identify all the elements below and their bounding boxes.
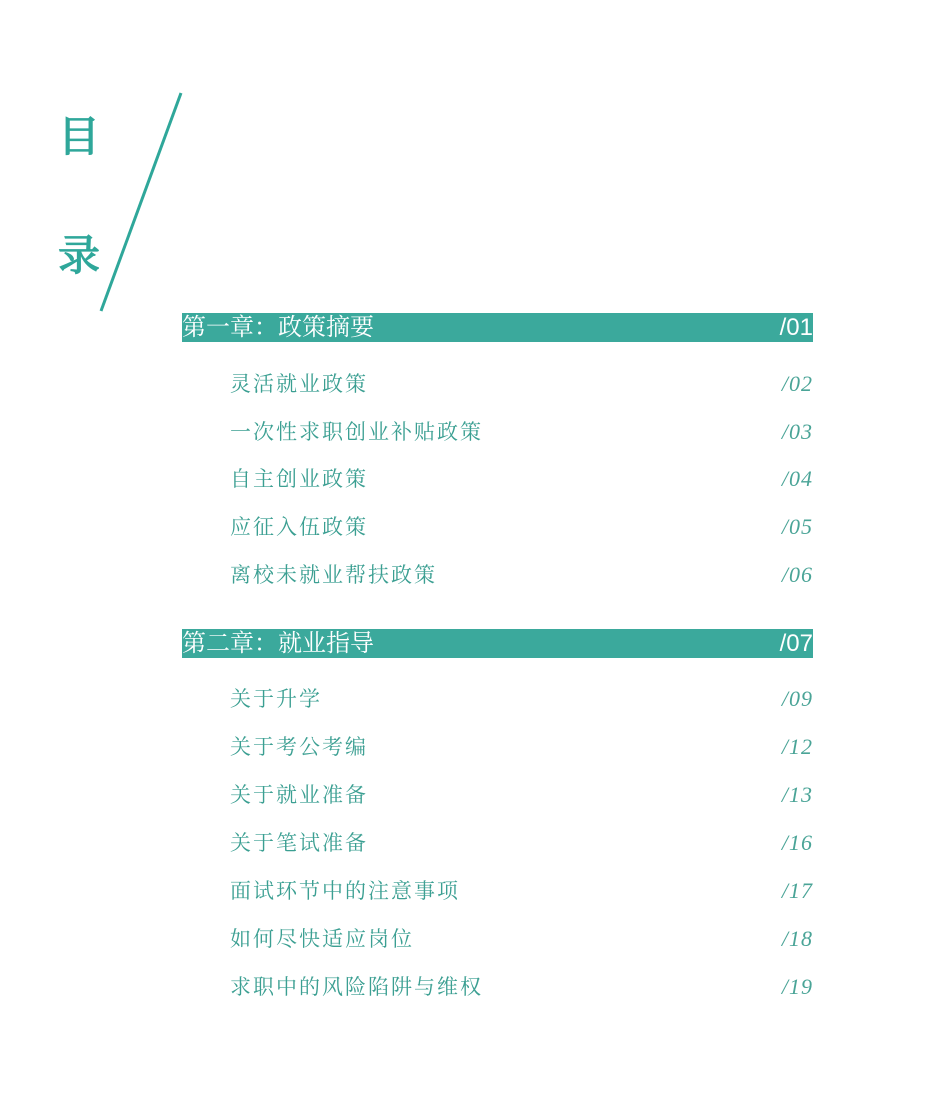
toc-entry-label[interactable]: 关于就业准备 xyxy=(230,783,368,807)
toc-entry-page: /13 xyxy=(781,782,813,807)
toc-entry-page: /17 xyxy=(781,878,813,903)
toc-entry-page: /03 xyxy=(781,419,813,444)
chapter-2-page: /07 xyxy=(779,630,813,657)
toc-entry-label[interactable]: 一次性求职创业补贴政策 xyxy=(230,420,483,444)
toc-entry-label[interactable]: 面试环节中的注意事项 xyxy=(230,879,460,903)
toc-entry-label[interactable]: 应征入伍政策 xyxy=(230,515,368,539)
toc-entry-page: /12 xyxy=(781,734,813,759)
toc-entry-label[interactable]: 离校未就业帮扶政策 xyxy=(230,563,437,587)
toc-entry-page: /04 xyxy=(781,466,813,491)
chapter-1-title[interactable]: 第一章：政策摘要 xyxy=(182,313,374,341)
toc-entry-label[interactable]: 关于升学 xyxy=(230,687,322,711)
toc-heading-char-2: 录 xyxy=(57,231,100,280)
toc-entry-page: /16 xyxy=(781,830,813,855)
chapter-1-page: /01 xyxy=(779,314,813,341)
toc-heading-char-1: 目 xyxy=(57,112,100,161)
toc-entry-page: /19 xyxy=(781,974,813,999)
toc-entry-label[interactable]: 如何尽快适应岗位 xyxy=(230,927,414,951)
toc-entry-page: /09 xyxy=(781,686,813,711)
toc-entry-page: /05 xyxy=(781,514,813,539)
toc-entry-page: /18 xyxy=(781,926,813,951)
toc-entry-page: /06 xyxy=(781,562,813,587)
toc-entry-label[interactable]: 自主创业政策 xyxy=(230,467,368,491)
toc-entry-label[interactable]: 关于笔试准备 xyxy=(230,831,368,855)
toc-entry-page: /02 xyxy=(781,371,813,396)
toc-entry-label[interactable]: 灵活就业政策 xyxy=(230,372,368,396)
chapter-2-title[interactable]: 第二章：就业指导 xyxy=(182,629,374,657)
toc-entry-label[interactable]: 关于考公考编 xyxy=(230,735,368,759)
toc-entry-label[interactable]: 求职中的风险陷阱与维权 xyxy=(230,975,483,999)
